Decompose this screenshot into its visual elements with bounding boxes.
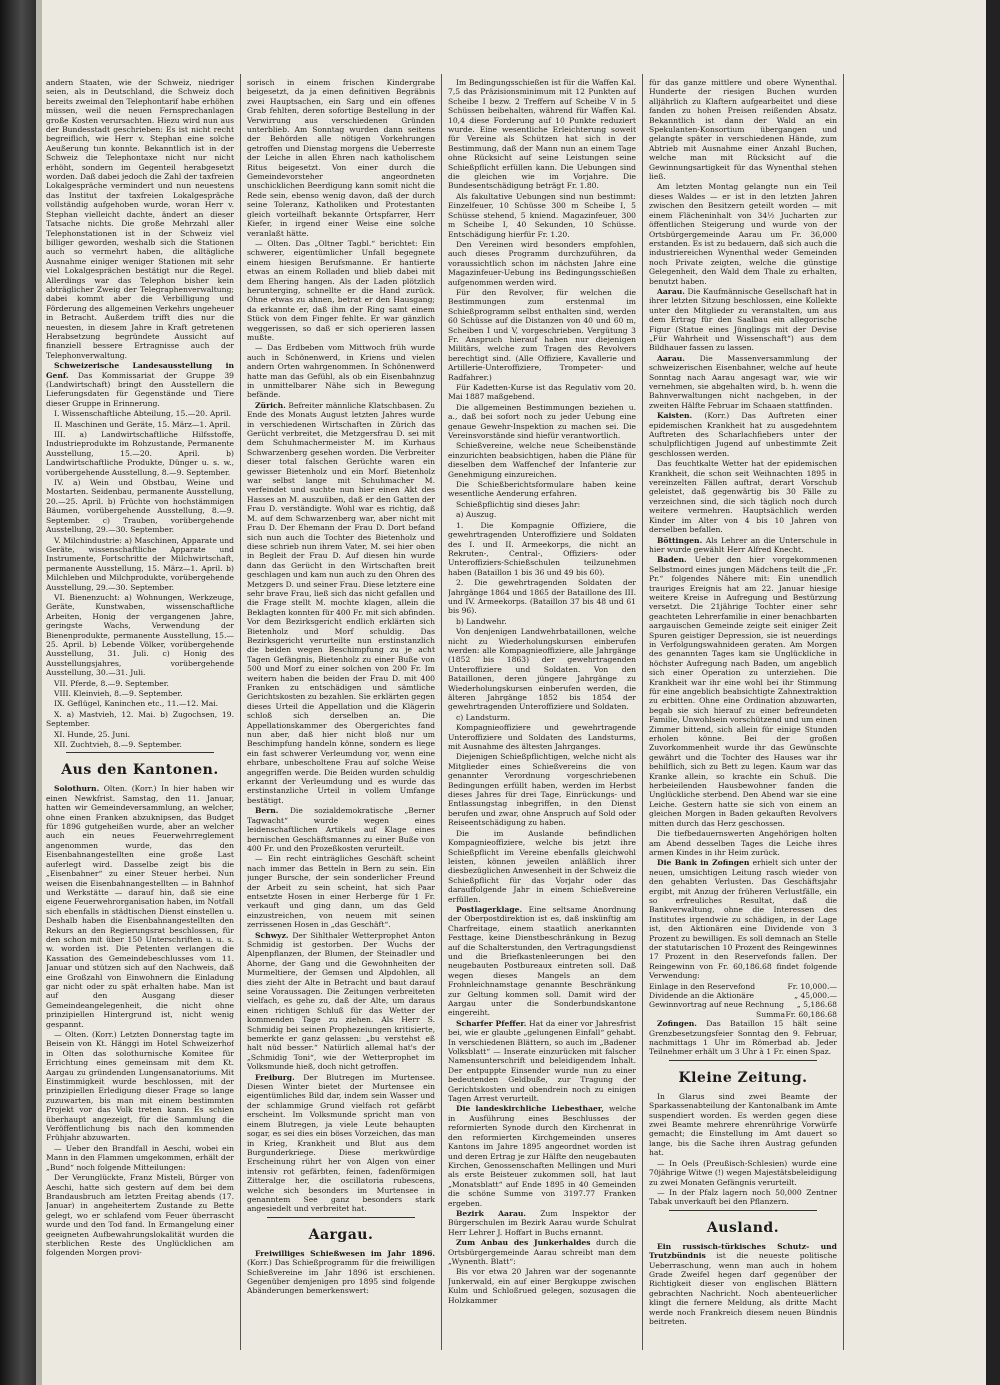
article-heading: Aarau. xyxy=(657,353,685,363)
exhibition-list xyxy=(46,409,234,749)
article-brandfall: — Ueber den Brandfall in Aeschi, wobei ein Mann in den Flammen umgekommen, erhält der „Bund“ noch folgende Mitteilungen: xyxy=(46,1143,234,1172)
table-cell-label: Einlage in den Reservefond xyxy=(649,981,756,991)
article-boettingen xyxy=(649,536,837,555)
article-heading: Zofingen. xyxy=(657,1019,697,1029)
list-item: a) Auszug. xyxy=(456,510,497,520)
list-item: II. Maschinen und Geräte, 15. März—1. April. xyxy=(54,419,231,429)
article-heading: Postlagerklage. xyxy=(456,904,523,914)
article-schwyz xyxy=(247,931,435,1072)
column-4 xyxy=(649,78,837,1348)
article-zofingen xyxy=(649,1019,837,1057)
article-heading: Scharfer Pfeffer. xyxy=(456,1018,527,1028)
article-junkerwald-cont: Bis vor etwa 20 Jahren war der sogenannte Junkerwald, ein auf einer Bergkuppe zwischen Kulm und Schloßrued gelegen, sozusagen die Holzkammer xyxy=(448,1267,636,1305)
column-2 xyxy=(247,78,435,1348)
list-item: Kompagnieoffiziere und gewehrtragende Unteroffiziere und Soldaten des Landsturms, mit Ausnahme des ältesten Jahrganges. xyxy=(448,723,636,752)
article-sanatorium: — Olten. (Korr.) Letzten Donnerstag tagte im Beisein von Kt. Hänggi im Hotel Schweizerhof in Olten das solothurnische Komitee für Errichtung eines gemeinsam mit dem Kt. Aargau zu gründenden Lungensanatoriums. Mit Einstimmigkeit wurde beschlossen, mit der prinzipiellen Erledigung dieser Frage so lange zuzuwarten, bis man mit einem bestimmten Projekt vor das Volk treten kann. Es schien überhaupt angezeigt, für die Sammlung die Veröffentlichung bis nach den kommenden Frühjahr abzuwarten. xyxy=(46,1030,234,1143)
column-rule xyxy=(441,74,442,1350)
article-schiessen: Die allgemeinen Bestimmungen beziehen u. a., daß bei sofort noch zu jeder Uebung eine genaue Gewehr-Inspektion zu machen sei. Die Vereinsvorstände sind hiefür verantwortlich. xyxy=(448,402,636,441)
article-brandfall-end: sorisch in einem frischen Kindergrabe beigesetzt, da ja einen definitiven Begräbnis zwei Hauptsachen, ein Sarg und ein offenes Grab fehlten, deren sofortige Bestellung in der Verwirrung aus verschiedenen Gründen unterblieb. Am Sonntag wurden dann seitens der Behörden alle nötigen Vorkehrungen getroffen und Dienstag morgens die Ueberreste der Leiche in allen Ehren nach katholischem Ritus beigesetzt. Von einer durch die Gemeindevorsteher angeordneten unschicklichen Beerdigung kann somit nicht die Rede sein, ebenso wenig davon, daß der durch seine Toleranz, Katholiken und Protestanten gleich vorteilhaft bekannte Ortspfarrer, Herr Kiefer, in irgend einer Weise eine solche veranlaßt hätte. xyxy=(247,78,435,238)
section-divider xyxy=(66,752,214,753)
article-telephone: andern Staaten, wie der Schweiz, niedriger seien, als in Deutschland, die Schweiz doch bereits zweimal den Telephontarif habe erhöhen müssen, weil die neuen Fernsprechanlagen große Kosten verursachten. Hiezu wird nun aus der Bundesstadt geschrieben: Es ist nicht recht begreiflich, wie Herr v. Stephan eine solche Aeußerung tun konnte. Bekanntlich ist in der Schweiz die Telephontaxe nicht nur nicht erhöht, sondern im Gegenteil herabgesetzt worden. Daß dabei jedoch die Zahl der taxfreien Lokalgespräche vermindert und nun neuestens das Institut der taxfreien Lokalgespräche vollständig aufgehoben wurde, woran Herr v. Stephan vielleicht dachte, ändert an dieser Tatsache nichts. Die große Mehrzahl aller Telephonstationen ist in der Schweiz viel billiger geworden, weshalb sich die Stationen auch so vermehrt haben, die alltägliche Ausnahme einiger weniger Stationen mit sehr viel Lokalgesprächen bestätigt nur die Regel. Allerdings war das Telephon bisher kein abträglicher Zweig der Telegraphenverwaltung; dabei kommt aber die Verbilligung und Förderung des allgemeinen Verkehrs ungeheuer in Betracht. Außerdem trifft dies nur die neuesten, in diesem Jahre in Kraft getretenen Herabsetzung begründete Aussicht auf finanziell bessere Ertragnisse auch der Telephonverwaltung. xyxy=(46,78,234,360)
article-schiessen: Im Bedingungsschießen ist für die Waffen Kal. 7,5 das Präzisionsminimum mit 12 Punkten auf Scheibe I bezw. 2 Treffern auf Scheibe V in 5 Schüssen beibehalten, während für Waffen Kal. 10,4 diese Forderung auf 10 Punkte reduziert wurde. Eine wesentliche Erleichterung soweit für Vereine als Schützen hat sich in der Bestimmung, daß der Mann nun an einem Tage ohne Rücksicht auf seine Leistungen seine Schießpflicht erfüllen kann. Die Uebungen sind die gleichen wie im Vorjahre. Die Bundesentschädigung beträgt Fr. 1.80. xyxy=(448,78,636,191)
section-divider xyxy=(669,1060,817,1061)
article-bern xyxy=(247,806,435,853)
table-cell-label: Summa xyxy=(756,1009,786,1019)
article-text: Olten. (Korr.) In hier haben wir einen Newkfrist. Samstag, den 11. Januar, hatten wir Gemeindeversammlung, an welcher, ohne einen Franken abzuknipsen, das Budget für 1896 gutgeheißen wurde, aber an welcher auch ein neues Feuerwehrreglement angenommen wurde, das den Eisenbahnangestellten eine große Last auferlegt wird. Dasselbe zeigt bis die „Eisenbahner“ zu einer Steuer herbei. Nun weisen die Eisenbahnangestellten — in Bahnhof und Werkstätte — darauf hin, daß sie eine eigene Feuerwehrorganisation haben, im Notfall sich ebenfalls in städtischen Dienst einstellen u. Deshalb haben die Eisenbahnangestellten den Rekurs an den Regierungsrat beschlossen, für den schon mit über 150 Unterschriften u. u. s. w. worden ist. Die Petenten verlangen die Kassation des Gemeindebeschlusses vom 11. Januar und stützen sich auf den Nachweis, daß eine Großzahl von Einwohnern die Einladung gar nicht oder zu spät erhalten habe. Man ist auf den Ausgang dieser Gemeindeangelegenheit, die nicht ohne prinzipiellen Hintergrund ist, nicht wenig gespannt. xyxy=(46,784,234,1029)
article-text: Hat da einer vor Jahresfrist bei, wie er glaubte „gelungenen Einfall“ gehabt. In verschiedenen Blättern, so auch im „Badener Volksblatt“ — Inserate einzurücken mit falscher Namensunterschrift und beleidigendem Inhalt. Der entpuppte Einsender wurde nun zu einer bedeutenden Geldbuße, zur Tragung der Gerichtskosten und obendrein noch zu einigen Tagen Arrest verurteilt. xyxy=(448,1018,636,1104)
column-1 xyxy=(46,78,234,1348)
article-text: welche in Ausführung eines Beschlusses der reformierten Synode durch den Kirchenrat in den reformierten Kirchgemeinden unseres Kantons im Jahre 1895 angeordnet worden ist und deren Ertrag je zur Hälfte den neugebauten Kirchen, Genossenschaften Mellingen und Muri als erste Beisteuer zukommen soll, hat laut „Monatsblatt“ auf Ende 1895 in 40 Gemeinden die schöne Summe von 3197.77 Franken ergeben. xyxy=(448,1104,636,1208)
article-text: Der Sihlthaler Wetterprophet Anton Schmidig ist gestorben. Der Wuchs der Alpenpflanzen, der Blumen, der Steinadler und Ahorne, der Gang und die Gewohnheiten der Murmeltiere, der Gemsen und Alpdohlen, all dies zieht der Alte in Betracht und baut darauf seine Voraussagen. Die Zeitungen verbreiteten vielfach, es gehe zu, daß der Alte, um daraus einen richtigen Schluß für das Wetter der kommenden Tage zu ziehen. Als Herr S. Schmidig bei seinen Prophezeiungen kritisierte, bemerkte er ganz gelassen: „bu verstehst eß halt nüd besser.“ Natürlich allemal hat's der „Schmidig Toni“, wie der Wetterprophet im Volksmunde hieß, doch nicht getroffen. xyxy=(247,930,435,1072)
article-text: Befreiter männliche Klatschbasen. Zu Ende des Monats August letzten Jahres wurde in verschiedenen Wirtschaften in Zürich das Gerücht verbreitet, die Metzgersfrau D. sei mit dem Schuhmachermeister M. im Kurhaus Schwarzenberg gesehen worden. Die Verbreiter dieser total falschen Gerüchte waren ein gewisser Bietenholz und ein Morf. Bietenholz war selbst lange mit Schuhmacher M. verfeindet und suchte nun hier einen Akt des Hasses an M. auszuüben, daß er den Gatten der Frau D. verständigte. Wohl war es richtig, daß M. auf dem Schwarzenberg war, aber nicht mit Frau D. Der Ehemann der Frau D. Dort befand sich nun auch die Tochter des Bietenholz und diese schrieb nun ihrem Vater, M. sei hier oben in Begleit der Frau D. Auf diesen hin wurde dann das Gerücht in den Wirtschaften breit geschlagen und kam nun auch zu den Ohren des Metzgers D. und seiner Frau. Diese letztere eine sehr brave Frau, ließ sich das nicht gefallen und die Frage stellt M. mochte klagen, allein die Beklagten konnten für 400 Fr. mit sich abfinden. Vor dem Bezirksgericht endlich erklärten sich Bietenholz und Morf schuldig. Das Bezirksgericht verurteilte nun erstinstanzlich die beiden wegen Beschimpfung zu je acht Tagen Gefängnis, Bietenholz zu einer Buße von 500 und Morf zu einer solchen von 200 Fr. Im weitern haben die beiden der Frau D. mit 400 Franken zu entschädigen und sämtliche Gerichtskosten zu bezahlen. Sie erklärten gegen dieses Urteil die Appellation und die Klägerin schloß sich derselben an. Die Appellationskammer des Obergerichtes fand nun aber, daß hier nicht bloß nur um Beschimpfung handeln könne, sondern es liege ein fast schwerer Verleumdung vor, wenn eine ehrbare, unbescholtene Frau auf solche Weise angegriffen werde. Die Beiden wurden schuldig erkannt der Verleumdung und es wurde das erstinstanzliche Urteil in vollem Umfange bestätigt. xyxy=(247,400,435,805)
list-item: I. Wissenschaftliche Abteilung, 15.—20. April. xyxy=(54,409,232,419)
table-row xyxy=(649,982,837,991)
article-text: Eine seltsame Anordnung der Oberpostdirektion ist es, daß inskünftig am Charfreitage, einem staatlich anerkannten Festtage, keine Dienstbeschränkung in Bezug auf die Schalterstunden, den Vertragungsdienst und die Briefkastenleerungen bei den neugebauten Postbureaux eintreten soll. Daß wegen dieses Mangels an dem Frohnleichnamstage genannte Beschränkung zur Geltung kommen soll. Damit wird der Aargau unter die Sonderbundskantone eingereiht. xyxy=(448,904,636,1018)
article-pfalz: — In der Pfalz lagern noch 50,000 Zentner Tabak unverkauft bei den Pflanzern. xyxy=(649,1187,837,1207)
list-item: 1. Die Kompagnie Offiziere, die gewehrtragenden Unteroffiziere und Soldaten des I. und II. Armeekorps, die nicht an Rekruten-, Central-, Offiziers- oder Unteroffiziers-Schießschulen teilzunehmen haben (Bataillon 1 bis 36 und 49 bis 60). xyxy=(448,520,636,577)
article-schiessen: Für Kadetten-Kurse ist das Regulativ vom 20. Mai 1887 maßgebend. xyxy=(448,383,636,402)
table-cell-label: Gewinnvortrag auf neue Rechnung xyxy=(649,1000,784,1010)
scan-edge xyxy=(986,0,1000,1385)
article-freiburg xyxy=(247,1073,435,1214)
column-3 xyxy=(448,78,636,1348)
article-brandfall-cont: Der Verunglückte, Franz Misteli, Bürger von Aeschi, hatte sich gestern auf dem bei dem Brandausbruch am letzten Freitag abends (17. Januar) in angeheitertem Zustande zu Bette gelegt, wo er schlafend vom Feuer überrascht wurde und den Tod fand. In Ermangelung einer geeigneten Aufbewahrungslokalität wurden die sterblichen Reste des Unglücklichen am folgenden Morgen provi- xyxy=(46,1173,234,1258)
list-item: IV. a) Wein und Obstbau, Weine und Mostarten. Seidenbau, permanente Ausstellung, 20.—25. April. b) Früchte von hochstämmigen Bäumen, vorübergehende Ausstellung, 8.—9. September. c) Trauben, vorübergehende Ausstellung, 29.—30. September. xyxy=(46,478,234,535)
list-item: XI. Hunde, 25. Juni. xyxy=(54,729,130,739)
column-rule xyxy=(642,74,643,1350)
list-item: X. a) Mastvieh, 12. Mai. b) Zugochsen, 19. September. xyxy=(46,709,234,729)
article-heading: Zürich. xyxy=(255,400,286,410)
article-betteln: — Ein recht einträgliches Geschäft scheint nach immer das Betteln in Bern zu sein. Ein junger Bursche, der sein sonderlicher Freund der Arbeit zu sein scheint, hat sich Paar entsetzte Hosen in einer Herberge für 1 Fr. verkauft und ging dann, um das Geld einzustreichen, von neuem mit seinen zerrissenen Hosen in „das Geschäft“. xyxy=(247,854,435,930)
article-pfeffer xyxy=(448,1019,636,1104)
list-item: III. a) Landwirtschaftliche Hilfsstoffe, Industrieprodukte im Rohzustande, Permanente Ausstellung, 15.—20. April. b) Landwirtschaftliche Produkte, Dünger u. s. w., vorübergehende Ausstellung, 8.—9. September. xyxy=(46,430,234,477)
article-heading: Bezirk Aarau. xyxy=(456,1208,527,1218)
article-schiessen: Die Schießberichtsformulare haben keine wesentliche Aenderung erfahren. xyxy=(448,480,636,499)
article-oels: — In Oels (Preußisch-Schlesien) wurde eine 70jährige Witwe (!) wegen Majestätsbeleidigung zu zwei Monaten Gefängnis verurteilt. xyxy=(649,1158,837,1187)
column-rule xyxy=(843,74,844,1350)
article-text: (Korr.) Das Auftreten einer epidemischen Krankheit hat zu ausgedehntem Auftreten des Scharlachfiebers unter der schulpflichtigen Jugend auf unbestimmte Zeit geschlossen werden. xyxy=(649,411,837,458)
article-text: Als Lehrer an die Unterschule in hier wurde gewählt Herr Alfred Knecht. xyxy=(649,535,837,554)
article-schiessen: Schießvereine, welche neue Scheibenstände einzurichten beabsichtigen, haben die Pläne für dieselben dem Waffenchef der Infanterie zur Genehmigung einzureichen. xyxy=(448,441,636,479)
article-glarus: In Glarus sind zwei Beamte der Sparkassenabteilung der Kantonalbank im Amte suspendiert worden. Es werden gegen diese zwei Beamte mehrere ehrenrührige Vorwürfe gemacht; die Einstellung im Amt dauert so lange, bis die Sache ihren Austrag gefunden hat. xyxy=(649,1091,837,1158)
article-schiessen: Für den Revolver, für welchen die Bestimmungen zum erstenmal im Schießprogramm selbst enthalten sind, werden 60 Schüsse auf die Distanzen von 40 und 60 m, Scheiben I und V, vorgeschrieben. Vergütung 3 Fr. Anspruch hierauf haben nur diejenigen Militärs, welche zum Tragen des Revolvers berechtigt sind. (Alle Offiziere, Kavallerie und Artillerie-Unteroffiziere, Trompeter- und Radfahrer.) xyxy=(448,287,636,382)
article-heading: Die Bank in Zofingen xyxy=(657,858,750,868)
table-cell-value: „ 45,000.— xyxy=(794,991,837,1000)
article-text: Die Massenversammlung der schweizerischen Eisenbahner, welche auf heute Sonntag nach Aarau angesagt war, wie wir vernehmen, sie abgehalten wird, b. h. wenn die Bahnverwaltungen nicht nachgeben, in der zweiten Hälfte Februar im Schaaen stattfinden. xyxy=(649,353,837,410)
table-cell-label: Dividende an die Aktionäre xyxy=(649,991,754,1000)
article-heading: Böttingen. xyxy=(657,535,703,545)
article-text: Das Bataillon 15 hält seine Grenzbesetzungsfeier Sonntag den 9. Februar, nachmittags 1 Uhr im Römerbad ab. Jeder Teilnehmer erhält um 3 Uhr à 1 Fr. einen Spaz. xyxy=(649,1019,837,1057)
section-title-aargau: Aargau. xyxy=(308,1226,374,1243)
article-text: Ueber den hier vorgekommenen Selbstmord eines jungen Mädchens teilt die „Fr. Pr.“ folgendes Nähere mit: Ein unendlich trauriges Ereignis hat am 22. Januar hiesige weitere Kreise in Aufregung und Bestürzung versetzt. Die 21jährige Tochter einer sehr geachteten Lehrerfamilie in einer benachbarten aargauischen Gemeinde zeigte seit einiger Zeit Spuren geistiger Depression, sie ist neuerdings in Verfolgungswahnideen geraten. Am Morgen des genannten Tages kam sie Unglückliche in höchster Aufregung nach Baden, um angeblich sich einer Operation zu unterziehen. Die Krankheit war ihr eine wohl bei ihr Stimmung für eine angeblich beabsichtigte Zahnextraktion zu erbitten. Ohne eine Ordination abzuwarten, begab sie sich hierauf zu einer befreundeten Familie, Unwohlsein vorschützend und um einen Zimmer bittend, sich allein für einige Stunden erholen könne. Bei der großen Zuvorkommenheit wurde ihr das Gewünschte gewährt und die Tochter des Hauses war ihr behilflich, sich zu Bett zu legen. Kaum war das Kranke allein, so krachte ein Schuß. Die herbeieilenden Hausbewohner fanden die Unglückliche sterbend. Den Abend war sie eine Leiche. Gestern hatte sie sich von einem an gleichen Morgen in Baden gekauften Revolvers mitten durch das Herz geschossen. xyxy=(649,555,837,828)
table-row xyxy=(649,1010,837,1019)
article-heading: Bern. xyxy=(255,806,279,816)
article-text: Zum Inspektor der Bürgerschulen im Bezirk Aarau wurde Schulrat Herr Lehrer J. Hoffart in Buchs ernannt. xyxy=(448,1208,636,1237)
article-olten xyxy=(46,784,234,1029)
article-unfall: — Olten. Das „Oltner Tagbl.“ berichtet: Ein schwerer, eigentümlicher Unfall begegnete einem hiesigen Berufsmanne. Er hantierte etwas an einem Rolladen und blieb dabei mit dem Ehering hangen. Als der Laden plötzlich herunterging, schnellte er die Hand zurück. Ohne etwas zu ahnen, betrat er den Hausgang; da erkannte er, daß ihm der Ring samt einem Stück von dem Finger fehlte. Er war gänzlich weggerissen, so daß er sich operieren lassen mußte. xyxy=(247,238,435,342)
article-schiesswesen xyxy=(247,1249,435,1296)
section-title-ausland: Ausland. xyxy=(706,1219,780,1236)
profit-table xyxy=(649,982,837,1020)
article-heading: Kaisten. xyxy=(657,411,693,421)
list-item: IX. Geflügel, Kaninchen etc., 11.—12. Mai. xyxy=(54,699,219,709)
section-title-kleine-zeitung: Kleine Zeitung. xyxy=(678,1069,808,1086)
table-cell-value: Fr. 60,186.68 xyxy=(785,1009,837,1019)
section-title-kantonen: Aus den Kantonen. xyxy=(61,762,219,779)
article-post xyxy=(448,905,636,1018)
article-text: ist die neueste politische Ueberraschung, wenn man auch in hohem Grade Zweifel hegen darf gegenüber der Richtigkeit dieser von englischen Blättern gebrachten Nachricht. Noch abenteuerlicher klingt die fernere Meldung, als dritte Macht werde noch Frankreich diesem neuen Bündnis beitreten. xyxy=(649,1251,837,1326)
article-exhibition xyxy=(46,361,234,408)
table-row xyxy=(649,1000,837,1009)
article-heading: Die landeskirchliche Liebesthaer, xyxy=(456,1104,604,1114)
table-cell-value: Fr. 10,000.— xyxy=(787,981,837,991)
article-junkerwald-end: für das ganze mittlere und obere Wynenthal. Hunderte der riesigen Buchen wurden alljährlich zu Klaftern aufgearbeitet und diese fanden zu hohen Preisen reißenden Absatz. Bekanntlich ist dann der Wald an ein Spekulanten-Konsortium übergangen und gelangte später in verschiedenen Hände, zum Abtrieb mit Ausnahme einer Anzahl Buchen, welche man mit Rücksicht auf die Gewinnungsartigkeit für das Wynenthal stehen ließ. xyxy=(649,78,837,182)
article-schiessen: Als fakultative Uebungen sind nun bestimmt: Einzelfeuer, 10 Schüsse 300 m Scheibe I, 5 Schüsse stehend, 5 kniend. Magazinfeuer, 300 m Scheibe I, 40 Sekunden, 10 Schüsse. Entschädigung hierfür Fr. 1.20. xyxy=(448,191,636,239)
column-rule xyxy=(240,74,241,1350)
list-item: V. Milchindustrie: a) Maschinen, Apparate und Geräte, wissenschaftliche Apparate und Instrumente, Fortschritte der Milchwirtschaft, permanente Ausstellung, 15. März—1. April. b) Milchleben und Milchprodukte, vorübergehende Ausstellung, 29.—30. September. xyxy=(46,535,234,592)
table-row xyxy=(649,991,837,1000)
article-text: (Korr.) Das Schießprogramm für die freiwilligen Schießvereine im Jahr 1896 ist erschienen. Gegenüber demjenigen pro 1895 sind folgende Abänderungen bemerkenswert: xyxy=(247,1258,435,1296)
article-text: Das Kommissariat der Gruppe 39 (Landwirtschaft) bringt den Ausstellern die Lieferungsdaten für Gegenstände und Tiere dieser Gruppe in Erinnerung. xyxy=(46,370,234,408)
article-heading: Zum Anbau des Junkerhaldes xyxy=(456,1238,591,1248)
article-text: Die Kaufmännische Gesellschaft hat in ihrer letzten Sitzung beschlossen, eine Kollekte unter den Mitglieder zu veranstalten, um aus dem Ertrag für den Saalbau ein allegorische Figur (Statue eines Jünglings mit der Devise „Für Wahrheit und Wissenschaft“) aus dem Bildhauer fassen zu lassen. xyxy=(649,286,837,353)
article-schiessen: Diejenigen Schießpflichtigen, welche nicht als Mitglieder eines Schießvereins die von genannter Verordnung vorgeschriebenen Bedingungen erfüllt haben, werden im Herbst dieses Jahres für drei Tage, Einrückungs- und Entlassungstag inbegriffen, in den Dienst berufen und zwar, ohne Anspruch auf Sold oder Reiseentschädigung zu haben. xyxy=(448,752,636,828)
list-item: VII. Pferde, 8.—9. September. xyxy=(54,678,169,688)
article-baden xyxy=(649,555,837,828)
list-item: c) Landsturm. xyxy=(456,712,511,722)
article-buendnis xyxy=(649,1242,837,1327)
list-item: XII. Zuchtvieh, 8.—9. September. xyxy=(54,740,182,750)
article-kaisten-cont: Das feuchtkalte Wetter hat der epidemischen Krankheit, die schon seit Weihnachten 1895 in vereinzelten Fällen auftrat, derart Vorschub geleistet, daß gegenwärtig bis 30 Fälle zu verzeichnen sind, die sich täglich noch durch weitere vermehren. Hauptsächlich werden Kinder im Alter von 4 bis 10 Jahren von derselben befallen. xyxy=(649,459,837,535)
article-baden-cont: Die tiefbedauernswerten Angehörigen holten am Abend desselben Tages die Leiche ihres armen Kindes in ihr Heim zurück. xyxy=(649,829,837,857)
article-heading: Schweizerische Landesausstellung in Genf. xyxy=(46,361,234,380)
article-text: Die sozialdemokratische „Berner Tagwacht“ wurde wegen eines leidenschaftlichen Artikels auf Klage eines bernischen Geschäftsmannes zu einer Buße von 400 Fr. und den Prozeßkosten verurteilt. xyxy=(247,806,435,853)
article-heading: Freiwilliges Schießwesen im Jahr 1896. xyxy=(255,1248,435,1258)
article-text: Der Blutregen im Murtensee. Diesen Winter bietet der Murtensee ein eigentümliches Bild dar, indem sein Wasser und der schlammige Grund vielfach rot gefärbt erscheint. Im Volksmunde spricht man von einem Blutregen, ja viele Leute behaupten sogar, es sei dies ein böses Vorzeichen, das man in Krieg, Krankheit und Blut aus dem Burgunderkriege. Diese merkwürdige Erscheinung rührt her von Algen von einer intensiv rot gefärbten, feinen, fadenförmigen Zitteralge her, die oscillatoria rubescens, welche sich besonders im Murtensee in genanntem See ganz besonders stark angesiedelt und verbreitet hat. xyxy=(247,1072,435,1214)
list-item: Von denjenigen Landwehrbataillonen, welche nicht zu Wiederholungskursen einberufen werden: alle Kompagnieoffiziere, alle Jahrgänge (1852 bis 1863) der gewehrtragenden Unteroffiziere und Soldaten. Von den Bataillonen, deren jüngere Jahrgänge zu Wiederholungskursen einberufen werden, die älteren Jahrgänge 1852 bis 1854 der gewehrtragenden Unteroffiziere und Soldaten. xyxy=(448,627,636,712)
article-bank-zofingen xyxy=(649,858,837,980)
article-heading: Aarau. xyxy=(657,286,685,296)
article-junkerwald xyxy=(448,1238,636,1266)
article-heading: Baden. xyxy=(657,555,687,565)
article-heading: Solothurn. xyxy=(54,784,100,794)
list-item: 2. Die gewehrtragenden Soldaten der Jahrgänge 1864 und 1865 der Bataillone des III. und IV. Armeekorps. (Bataillon 37 bis 48 und 61 bis 96). xyxy=(448,578,636,616)
article-heading: Schwyz. xyxy=(255,930,289,940)
article-erdbeben: — Das Erdbeben vom Mittwoch früh wurde auch in Schönenwerd, in Kriens und vielen andern Orten wahrgenommen. In Schönenwerd hatte man das Gefühl, als ob ein Eisenbahnzug in unmittelbarer Nähe sich in Bewegung befände. xyxy=(247,343,435,400)
section-divider xyxy=(669,1210,817,1211)
article-aarau-eisenbahner xyxy=(649,354,837,410)
article-schiessen: Die im Auslande befindlichen Kompagnieoffiziere, welche bis jetzt ihre Schießpflicht im Vereine ebenfalls gleichwohl leisten, können jeweilen anläßlich ihrer diesbezüglichen Anwesenheit in der Schweiz die Schießpflicht für das Vorjahr oder das darauffolgende Jahr in einem Schießvereine erfüllen. xyxy=(448,828,636,904)
article-heading: Freiburg. xyxy=(255,1072,295,1082)
section-divider xyxy=(267,1217,415,1218)
article-schiessen: Schießpflichtig sind dieses Jahr: xyxy=(456,499,581,509)
list-item: VIII. Kleinvieh, 8.—9. September. xyxy=(54,689,183,698)
article-text: erhielt sich unter der neuen, umsichtigen Leitung rasch wieder von den gehabten Verlusten. Das Geschäftsjahr ergibt, mit Anzug der früheren Verlustfälle, ein so erfreuliches Resultat, daß die Bankverwaltung, ohne die Interessen des Institutes irgendwie zu schädigen, in der Lage ist, den Aktionären eine Dividende von 3 Prozent zu bewilligen. Es soll demnach an Stelle der statutarischen 10 Prozent des Reingewinnes 17 Prozent in den Reservefonds fallen. Der Reingewinn von Fr. 60,186.68 findet folgende Verwendung: xyxy=(649,858,837,981)
article-heading: Ein russisch-türkisches Schutz- und Trutzbündnis xyxy=(649,1241,837,1261)
article-liebesgabe xyxy=(448,1104,636,1207)
list-item: VI. Bienenzucht: a) Wohnungen, Werkzeuge, Geräte, Kunstwaben, wissenschaftliche Arbeiten, Honig der vergangenen Jahre, geringste Wachs, Verwendung der Bienenprodukte, permanente Ausstellung, 15.—25. April. b) Lebende Völker, vorübergehende Ausstellung, 31. Juli. c) Honig des Ausstellungsjahres, vorübergehende Ausstellung, 30.—31. Juli. xyxy=(46,592,234,678)
article-steigerung: Am letzten Montag gelangte nun ein Teil dieses Waldes — er ist in den letzten Jahren zwischen den Besitzern geteilt worden — mit einem Flächeninhalt von 34½ Jucharten zur öffentlichen Steigerung und wurde von der Ortsbürgergemeinde Aarau um Fr. 36,000 erstanden. Es ist zu bedauern, daß sich auch die industriereichen Wynenthal weder Gemeinden noch Private zeigten, welche die günstige Gelegenheit, den Wald dem Thale zu erhalten, benutzt haben. xyxy=(649,182,837,286)
article-bezirk-aarau xyxy=(448,1209,636,1237)
article-zuerich xyxy=(247,401,435,805)
book-binding xyxy=(0,0,36,1385)
article-schiessen: Den Vereinen wird besonders empfohlen, auch dieses Programm durchzuführen, da voraussichtlich schon im nächsten Jahre eine Magazinfeuer-Uebung ins Bedingungsschießen aufgenommen werden wird. xyxy=(448,239,636,287)
list-item: b) Landwehr. xyxy=(456,616,507,626)
table-cell-value: „ 5,186.68 xyxy=(796,1000,837,1010)
article-aarau-gesellschaft xyxy=(649,287,837,353)
article-kaisten xyxy=(649,411,837,458)
page-edge xyxy=(36,0,42,1385)
article-text: durch die Ortsbürgergemeinde Aarau schreibt man dem „Wynenth. Blatt“: xyxy=(448,1238,636,1266)
